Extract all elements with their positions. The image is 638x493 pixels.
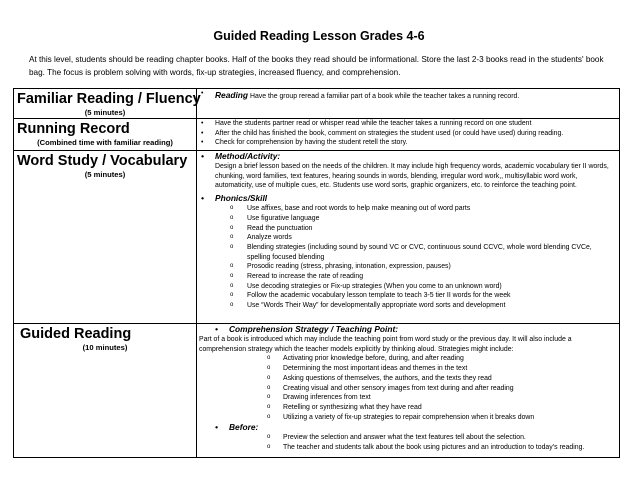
lesson-table [13, 88, 620, 458]
list-item-text: Check for comprehension by having the student retell the story. [215, 139, 408, 147]
bullet-icon: • [201, 120, 204, 127]
circle-bullet-icon: o [230, 282, 234, 289]
list-item-text: The teacher and students talk about the book using pictures and an introduction to today’s reading. [283, 444, 585, 452]
list-item [197, 403, 619, 413]
method-label: Method/Activity: [215, 151, 281, 161]
list-item-text: Prosodic reading (stress, phrasing, intonation, expression, pauses) [247, 263, 451, 271]
circle-bullet-icon: o [230, 292, 234, 299]
comprehension-heading [197, 324, 619, 335]
intro-paragraph: At this level, students should be reading chapter books. Half of the books they read should be informational. Store the last 2-3 books read in the students' book bag. The focus is problem solving with words, fix-up strategies, increased fluency, and comprehension. [29, 55, 604, 77]
before-label: Before: [229, 422, 259, 433]
list-item-text: Read the punctuation [247, 224, 313, 232]
bullet-icon: • [215, 422, 218, 433]
before-heading [197, 422, 619, 433]
running-record-cell [14, 119, 197, 151]
running-record-content [197, 119, 620, 151]
list-item [197, 433, 619, 443]
list-item-text: Asking questions of themselves, the authors, and the texts they read [283, 374, 492, 382]
word-study-row [14, 151, 620, 324]
bullet-icon: • [201, 129, 204, 137]
bullet-icon: • [201, 193, 204, 204]
word-study-cell [14, 151, 197, 324]
circle-bullet-icon: o [230, 214, 234, 221]
circle-bullet-icon: o [267, 365, 271, 372]
list-item-text: Utilizing a variety of fix-up strategies to repair comprehension when it breaks down [283, 413, 535, 421]
list-item-text: Use affixes, base and root words to help make meaning out of word parts [247, 205, 471, 213]
list-item-text: Have the students partner read or whisper read while the teacher takes a running record on one student [215, 120, 532, 127]
circle-bullet-icon: o [230, 263, 234, 270]
list-item-text: Retelling or synthesizing what they have read [283, 403, 422, 411]
list-item-text: Preview the selection and answer what the text features tell about the selection. [283, 434, 526, 442]
running-record-time: (Combined time with familiar reading) [37, 138, 173, 147]
list-item-text: Drawing inferences from text [283, 394, 371, 402]
circle-bullet-icon: o [230, 205, 234, 212]
method-text: Design a brief lesson based on the needs of the children. It may include high frequency words, academic vocabulary tier II words, chunking, word families, text features, hearing sounds in words, blending, irregular word work,, multisyllabic word work, automaticity, use of multiple cues, etc. Students use word sorts, graphic organizers, etc. to reinforce the teaching point. [215, 163, 609, 190]
list-item-text: After the child has finished the book, comment on strategies the student used (or could have used) during reading. [215, 129, 564, 137]
reading-label: Reading [215, 90, 249, 100]
list-item-text: Activating prior knowledge before, during, and after reading [283, 355, 464, 363]
list-item [197, 291, 619, 301]
circle-bullet-icon: o [267, 434, 271, 441]
running-record-title: Running Record [17, 121, 130, 137]
list-item [197, 272, 619, 282]
phonics-label: Phonics/Skill [215, 193, 268, 204]
circle-bullet-icon: o [230, 243, 234, 250]
circle-bullet-icon: o [230, 273, 234, 280]
guided-reading-time: (10 minutes) [82, 343, 128, 352]
list-item [197, 129, 619, 139]
list-item [197, 364, 619, 374]
familiar-reading-row [14, 89, 620, 119]
list-item [197, 214, 619, 224]
list-item [197, 119, 619, 129]
familiar-reading-time: (5 minutes) [84, 108, 126, 117]
list-item [197, 204, 619, 214]
bullet-icon: • [215, 324, 218, 334]
guided-reading-content [197, 324, 620, 458]
circle-bullet-icon: o [267, 394, 271, 401]
list-item [197, 233, 619, 243]
bullet-icon: • [201, 90, 204, 97]
list-item [197, 393, 619, 403]
word-study-time: (5 minutes) [84, 170, 126, 179]
list-item-text: Analyze words [247, 234, 292, 242]
familiar-reading-content [197, 89, 620, 119]
running-record-row [14, 119, 620, 151]
circle-bullet-icon: o [267, 444, 271, 451]
list-item [197, 224, 619, 234]
familiar-reading-text: Have the group reread a familiar part of a book while the teacher takes a running record. [249, 93, 520, 100]
list-item [197, 413, 619, 423]
list-item [197, 282, 619, 292]
bullet-icon: • [201, 139, 204, 147]
circle-bullet-icon: o [267, 355, 271, 362]
list-item-text: Creating visual and other sensory images from text during and after reading [283, 384, 514, 392]
list-item [197, 301, 619, 311]
list-item [197, 443, 619, 453]
circle-bullet-icon: o [267, 384, 271, 391]
list-item [197, 243, 619, 262]
guided-reading-cell [14, 324, 197, 458]
list-item-text: Use figurative language [247, 214, 320, 222]
familiar-reading-title: Familiar Reading / Fluency [17, 91, 201, 107]
list-item [197, 89, 619, 102]
method-heading [197, 151, 619, 162]
list-item-text: Blending strategies (including sound by sound VC or CVC, continuous sound CCVC, whole word blending CVCe, spelling focused blending [247, 243, 592, 261]
list-item-text: Reread to increase the rate of reading [247, 273, 364, 281]
guided-reading-title: Guided Reading [20, 326, 132, 342]
list-item [197, 384, 619, 394]
document-title: Guided Reading Lesson Grades 4-6 [213, 29, 425, 43]
circle-bullet-icon: o [230, 302, 234, 309]
bullet-icon: • [201, 151, 204, 161]
word-study-content [197, 151, 620, 324]
list-item-text: Use “Words Their Way” for developmentally appropriate word sorts and development [247, 302, 506, 310]
familiar-reading-cell [14, 89, 201, 119]
circle-bullet-icon: o [267, 374, 271, 381]
comprehension-label: Comprehension Strategy / Teaching Point: [229, 324, 399, 334]
list-item [197, 262, 619, 272]
list-item [197, 138, 619, 148]
phonics-heading [197, 193, 619, 204]
circle-bullet-icon: o [267, 413, 271, 420]
list-item-text: Use decoding strategies or Fix-up strategies (When you come to an unknown word) [247, 282, 502, 290]
circle-bullet-icon: o [230, 224, 234, 231]
word-study-title: Word Study / Vocabulary [17, 153, 188, 169]
list-item [197, 354, 619, 364]
circle-bullet-icon: o [267, 403, 271, 410]
comprehension-text: Part of a book is introduced which may include the teaching point from word study or the previous day. It will also include a comprehension strategy which the teacher models explicitly by thinking aloud. Strategies might include: [199, 336, 572, 353]
list-item [197, 374, 619, 384]
circle-bullet-icon: o [230, 234, 234, 241]
guided-reading-row [14, 324, 620, 458]
list-item-text: Determining the most important ideas and themes in the text [283, 365, 468, 373]
list-item-text: Follow the academic vocabulary lesson template to teach 3-5 tier II words for the week [247, 292, 511, 300]
